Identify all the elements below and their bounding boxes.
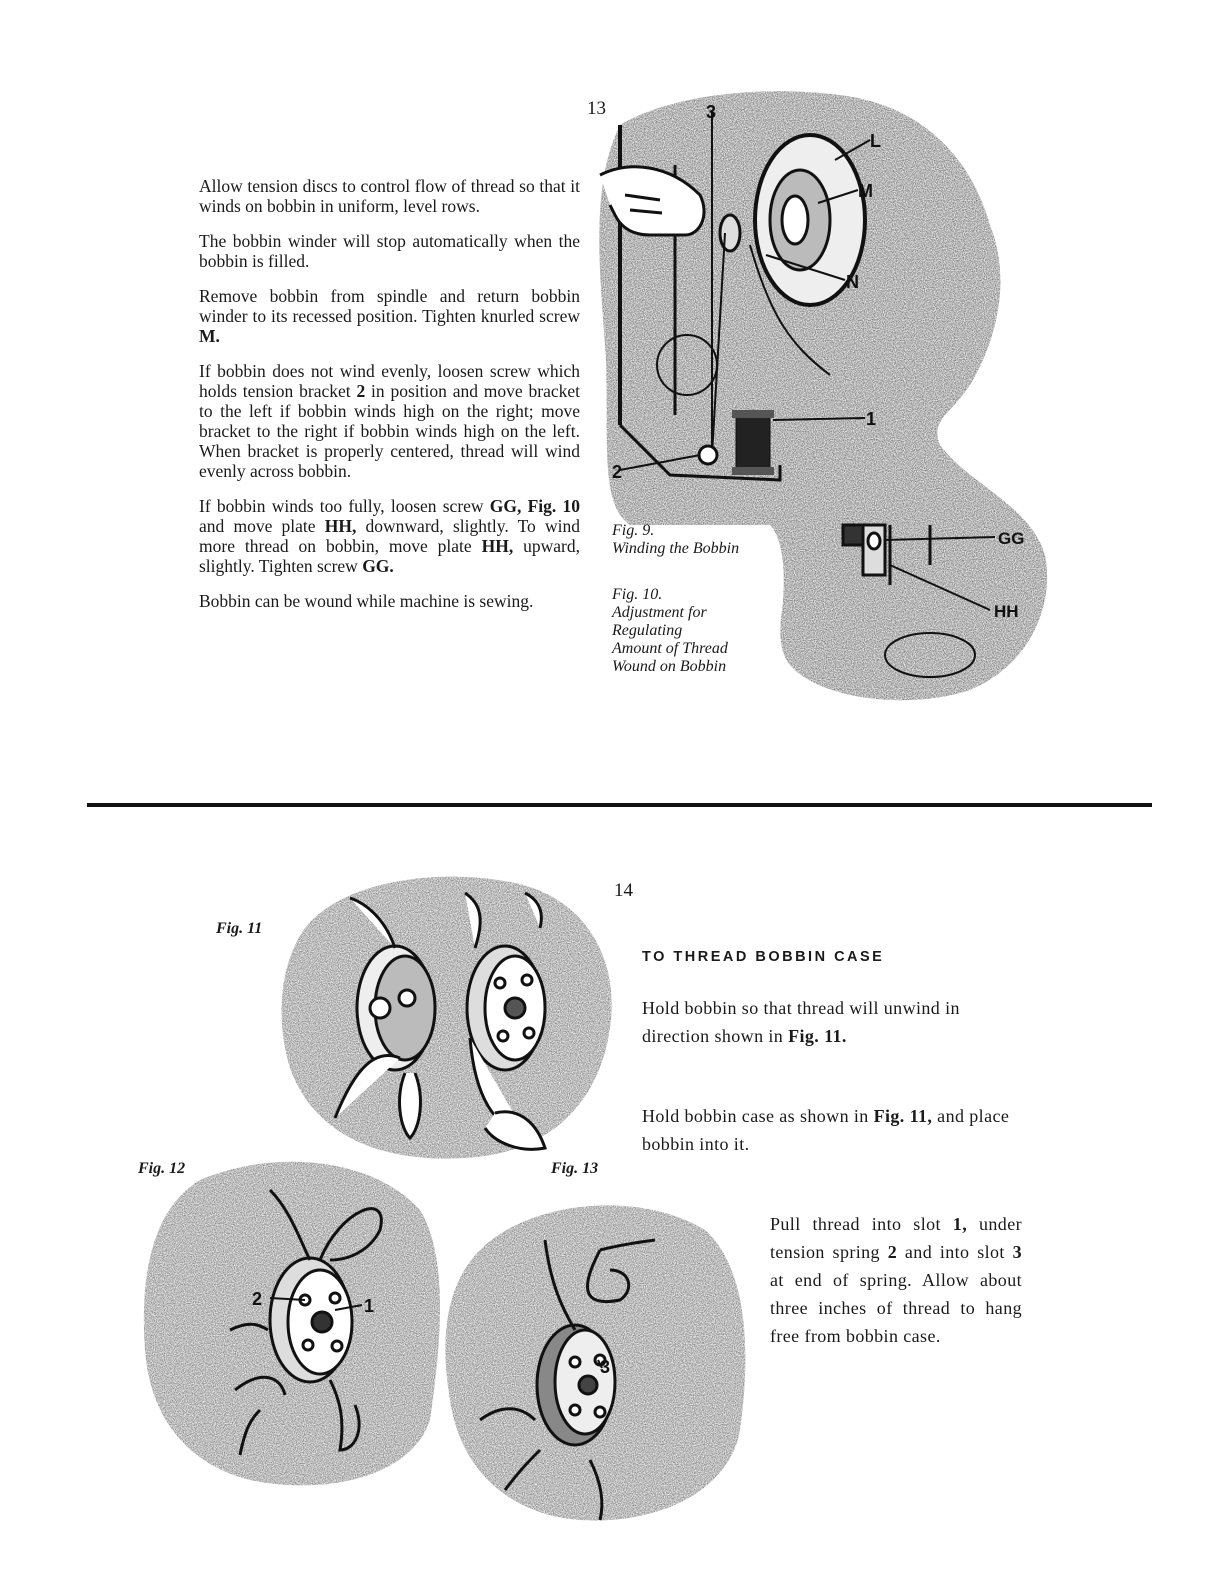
fig10-caption (612, 586, 728, 676)
tension-disc (720, 215, 740, 251)
fig10-line: Amount of Thread (612, 640, 728, 657)
fig11-label: Fig. 11 (216, 920, 263, 937)
fig9-number: Fig. 9. (612, 522, 655, 539)
paragraph-winds-too-fully (199, 496, 580, 576)
bobbin-case-drawing (357, 946, 435, 1070)
callout-2: 2 (612, 462, 623, 482)
bobbin-drawing (467, 946, 545, 1070)
spool (732, 410, 774, 475)
fig9-caption (612, 522, 739, 558)
fig10-line: Adjustment for (612, 604, 707, 621)
fig13-bobbin-drawing (537, 1325, 615, 1445)
fig13-label: Fig. 13 (551, 1160, 599, 1177)
fig12-callout-2: 2 (252, 1289, 263, 1309)
text-run: and move plate (199, 516, 325, 536)
text-run: If bobbin winds too fully, loosen screw (199, 496, 490, 516)
text-run: Remove bobbin from spindle and return bobbin winder to its recessed position. Tighten knurled screw (199, 286, 580, 326)
text-bold: HH, (324, 516, 357, 536)
callout-M: M (858, 181, 873, 201)
text-run: downward, slightly. To wind more thread on bobbin, move plate (199, 516, 580, 556)
fig10-line: Regulating (612, 622, 683, 639)
figure-12-illustration (140, 1150, 445, 1495)
figure-13-illustration (440, 1190, 755, 1530)
callout-3: 3 (706, 102, 717, 122)
text-bold: M. (199, 326, 220, 346)
fig10-line: Wound on Bobbin (612, 658, 727, 675)
callout-HH: HH (994, 602, 1019, 621)
paragraph-winder-stop: The bobbin winder will stop automatically when the bobbin is filled. (199, 231, 580, 271)
section-heading: TO THREAD BOBBIN CASE (642, 949, 885, 965)
fig12-callout-1: 1 (364, 1296, 375, 1316)
fig13-callout-3: 3 (600, 1357, 611, 1377)
fig9-title: Winding the Bobbin (612, 540, 740, 557)
text-bold: 2 (356, 381, 366, 401)
text-bold: GG. (362, 556, 394, 576)
text-run: at end of spring. Allow about three inches of thread to hang free from bobbin case. (770, 1270, 1022, 1346)
text-bold: HH, (481, 536, 514, 556)
text-run: upward, slightly. Tighten screw (199, 536, 581, 576)
text-run: Pull thread into slot (770, 1214, 953, 1234)
paragraph-hold-bobbin (642, 994, 1024, 1050)
figure-11-illustration (275, 868, 620, 1163)
text-run: under tension spring (770, 1214, 1022, 1262)
page-divider (87, 803, 1152, 807)
text-run: and into slot (897, 1242, 1013, 1262)
page13-body (199, 176, 580, 626)
text-run: and place bobbin into it. (642, 1106, 1010, 1154)
paragraph-remove-bobbin (199, 286, 580, 346)
tension-bracket (699, 446, 717, 464)
page-number-14: 14 (614, 880, 633, 901)
text-run: If bobbin does not wind evenly, loosen screw which holds tension bracket (199, 361, 580, 401)
callout-N: N (846, 272, 859, 292)
text-bold: Fig. 11, (873, 1106, 933, 1126)
text-bold: 2 (887, 1242, 898, 1262)
paragraph-tension-discs: Allow tension discs to control flow of thread so that it winds on bobbin in uniform, level rows. (199, 176, 580, 216)
paragraph-pull-thread (770, 1210, 1022, 1350)
paragraph-hold-bobbin-case (642, 1102, 1024, 1158)
text-run: Hold bobbin so that thread will unwind in direction shown in (642, 998, 960, 1046)
text-bold: GG, Fig. 10 (489, 496, 580, 516)
page-number-13: 13 (587, 98, 606, 119)
callout-GG: GG (998, 529, 1025, 548)
callout-1: 1 (866, 409, 877, 429)
fig12-bobbin-drawing (270, 1258, 352, 1382)
text-bold: 1, (952, 1214, 968, 1234)
paragraph-uneven-winding (199, 361, 580, 481)
fig11-shaded-background (282, 877, 612, 1159)
fig10-number: Fig. 10. (612, 586, 663, 603)
fig12-label: Fig. 12 (138, 1160, 186, 1177)
text-bold: 3 (1012, 1242, 1023, 1262)
text-bold: Fig. 11. (788, 1026, 847, 1046)
callout-L: L (870, 131, 881, 151)
paragraph-wound-while-sewing: Bobbin can be wound while machine is sewing. (199, 591, 534, 611)
text-run: in position and move bracket to the left if bobbin winds high on the right; move bracket to the right if bobbin winds high on the left. When bracket is properly centered, thread will wind evenly across bobbin. (199, 381, 580, 481)
text-run: Hold bobbin case as shown in (642, 1106, 874, 1126)
